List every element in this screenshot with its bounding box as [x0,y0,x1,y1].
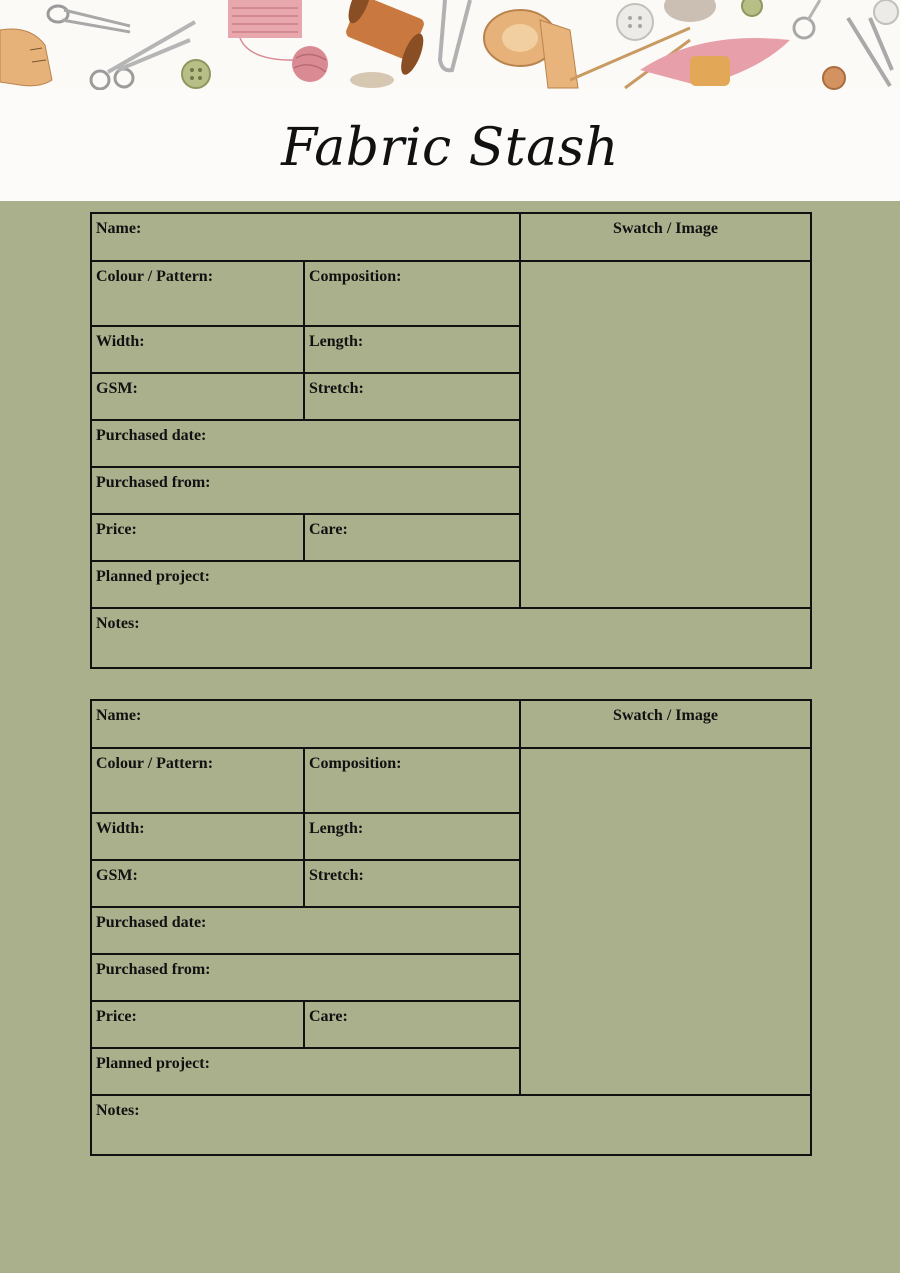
width-label: Width: [96,820,145,837]
name-field[interactable] [91,700,520,748]
button-icon [182,60,210,88]
purchased-from-field[interactable] [91,467,520,514]
swatch-image-area[interactable] [520,261,811,608]
scissors-icon [794,0,820,38]
purchased-date-field[interactable] [91,907,520,954]
gsm-field[interactable] [91,373,304,420]
yarn-ball-icon [664,0,716,22]
swatch-header [520,213,811,261]
composition-field[interactable] [304,748,520,813]
swatch-image-area[interactable] [520,748,811,1095]
width-label: Width: [96,333,145,350]
price-field[interactable] [91,1001,304,1048]
width-field[interactable] [91,326,304,373]
scissors-icon [91,22,195,89]
name-label: Name: [96,707,142,724]
stretch-field[interactable] [304,373,520,420]
length-label: Length: [309,333,364,350]
purchased-from-label: Purchased from: [96,474,211,491]
thread-spool-icon [344,0,428,88]
price-field[interactable] [91,514,304,561]
colour-pattern-field[interactable] [91,748,304,813]
composition-label: Composition: [309,268,402,285]
purchased-date-label: Purchased date: [96,914,207,931]
button-icon [874,0,898,24]
colour-pattern-field[interactable] [91,261,304,326]
swatch-header [520,700,811,748]
colour-pattern-label: Colour / Pattern: [96,268,214,285]
planned-project-label: Planned project: [96,568,210,585]
length-field[interactable] [304,326,520,373]
safety-pin-icon [48,6,130,32]
tape-measure-icon [484,10,578,88]
planned-project-field[interactable] [91,561,520,608]
thread-snips-icon [848,18,892,86]
care-field[interactable] [304,514,520,561]
name-field[interactable] [91,213,520,261]
planned-project-field[interactable] [91,1048,520,1095]
notes-field[interactable] [91,608,811,668]
yarn-ball-icon [292,46,328,82]
knitted-swatch-icon [228,0,302,60]
fabric-record-card [90,212,810,669]
purchased-from-field[interactable] [91,954,520,1001]
planned-project-label: Planned project: [96,1055,210,1072]
stretch-label: Stretch: [309,380,364,397]
stretch-field[interactable] [304,860,520,907]
composition-field[interactable] [304,261,520,326]
purchased-date-label: Purchased date: [96,427,207,444]
width-field[interactable] [91,813,304,860]
composition-label: Composition: [309,755,402,772]
gsm-field[interactable] [91,860,304,907]
sewing-banner [0,0,900,90]
care-label: Care: [309,521,348,538]
swatch-label: Swatch / Image [613,707,718,724]
care-field[interactable] [304,1001,520,1048]
notes-field[interactable] [91,1095,811,1155]
gsm-label: GSM: [96,380,138,397]
notes-label: Notes: [96,1102,140,1119]
length-label: Length: [309,820,364,837]
swatch-label: Swatch / Image [613,220,718,237]
name-label: Name: [96,220,142,237]
banner-illustration [0,0,900,90]
gsm-label: GSM: [96,867,138,884]
colour-pattern-label: Colour / Pattern: [96,755,214,772]
tape-measure-icon [0,29,52,86]
button-icon [617,4,653,40]
stretch-label: Stretch: [309,867,364,884]
button-icon [823,67,845,89]
notes-label: Notes: [96,615,140,632]
fabric-record-card [90,699,810,1156]
button-icon [742,0,762,16]
price-label: Price: [96,1008,137,1025]
care-label: Care: [309,1008,348,1025]
purchased-date-field[interactable] [91,420,520,467]
page-title: Fabric Stash [281,118,619,178]
length-field[interactable] [304,813,520,860]
price-label: Price: [96,521,137,538]
safety-pin-icon [440,0,470,70]
purchased-from-label: Purchased from: [96,961,211,978]
embroidery-floss-icon [640,38,790,86]
